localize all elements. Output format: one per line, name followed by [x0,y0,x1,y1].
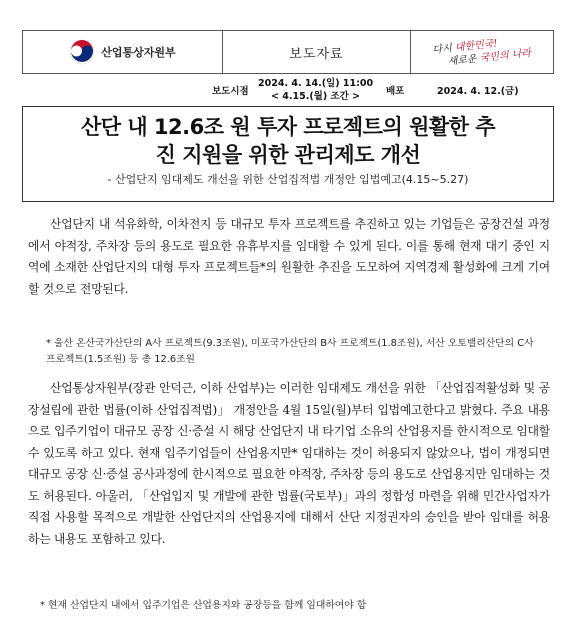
paragraph-1-text: 산업단지 내 석유화학, 이차전지 등 대규모 투자 프로젝트를 추진하고 있는 기업들은 공장건설 과정에서 야적장, 주차장 등의 용도로 필요한 유휴부지를 임대할 수 있게 된다. 이를 통해 현재 대기 중인 지역에 소재한 산업단지의 대형 투자 프로젝트들*의 원활한 추진을 도모하여 지역경제 활성화에 크게 기여할 것으로 전망된다. [28,217,550,296]
embargo-time-line2: < 4.15.(월) 조간 > [271,91,361,102]
paragraph-2-text: 산업통상자원부(장관 안덕근, 이하 산업부)는 이러한 임대제도 개선을 위한 「산업집적활성화 및 공장설립에 관한 법률(이하 산업집적법)」 개정안을 4월 15일(월)부터 입법예고한다고 밝혔다. 주요 내용으로 입주기업이 대규모 공장 신·증설 시 해당 산업단지 내 타기업 소유의 산업용지를 한시적으로 임대할 수 있도록 하고 있다. 현재 입주기업들이 산업용지만* 임대하는 것이 허용되지 않았으나, 법이 개정되면 대규모 공장 신·증설 공사과정에 한시적으로 필요한 야적장, 주차장 등의 용도로 산업용지만 임대하는 것도 허용된다. 아울러, 「산업입지 및 개발에 관한 법률(국토부)」과의 정합성 마련을 위해 민간사업자가 직접 사용할 목적으로 개발한 산업단지의 산업용지에 대해서 산단 지정권자의 승인을 받아 임대를 허용하는 내용도 포함하고 있다. [28,381,550,546]
embargo-time [258,77,373,103]
subtitle: - 산업단지 임대제도 개선을 위한 산업집적법 개정안 입법예고(4.15~5.27) [107,173,469,186]
doc-type: 보도자료 [223,31,411,73]
body-paragraph-1 [28,214,550,300]
slogan-line1-dark: 다시 [432,43,453,57]
headline-line2: 진 지원을 위한 관리제도 개선 [155,143,421,167]
body-paragraph-2 [28,378,550,550]
ministry-block [23,31,223,73]
footnote-1: * 울산 온산국가산단의 A사 프로젝트(9.3조원), 미포국가산단의 B사 프로젝트(1.8조원), 서산 오토밸리산단의 C사 프로젝트(1.5조원) 등 총 12.6조원 [46,338,534,365]
taegeuk-emblem-icon [69,39,95,65]
release-info [0,77,577,105]
slogan-line1-red: 대한민국! [451,38,499,55]
slogan [432,34,532,70]
distribution-date: 2024. 4. 12.(금) [437,86,519,97]
distribution-label: 배포 [386,86,405,97]
slogan-line2-red: 국민의 나라 [476,47,532,65]
headline-line1: 산단 내 12.6조 원 투자 프로젝트의 원활한 추 [80,115,496,139]
slogan-block [411,31,553,73]
slogan-line2-dark: 새로운 [447,53,478,68]
footnote-2: * 현재 산업단지 내에서 입주기업은 산업용지와 공장등을 함께 임대하여야 함 [40,600,367,611]
ministry-name: 산업통상자원부 [101,46,176,59]
press-header [22,30,554,74]
title-box [22,106,554,202]
embargo-time-line1: 2024. 4. 14.(일) 11:00 [258,78,374,89]
embargo-label: 보도시점 [212,86,249,97]
